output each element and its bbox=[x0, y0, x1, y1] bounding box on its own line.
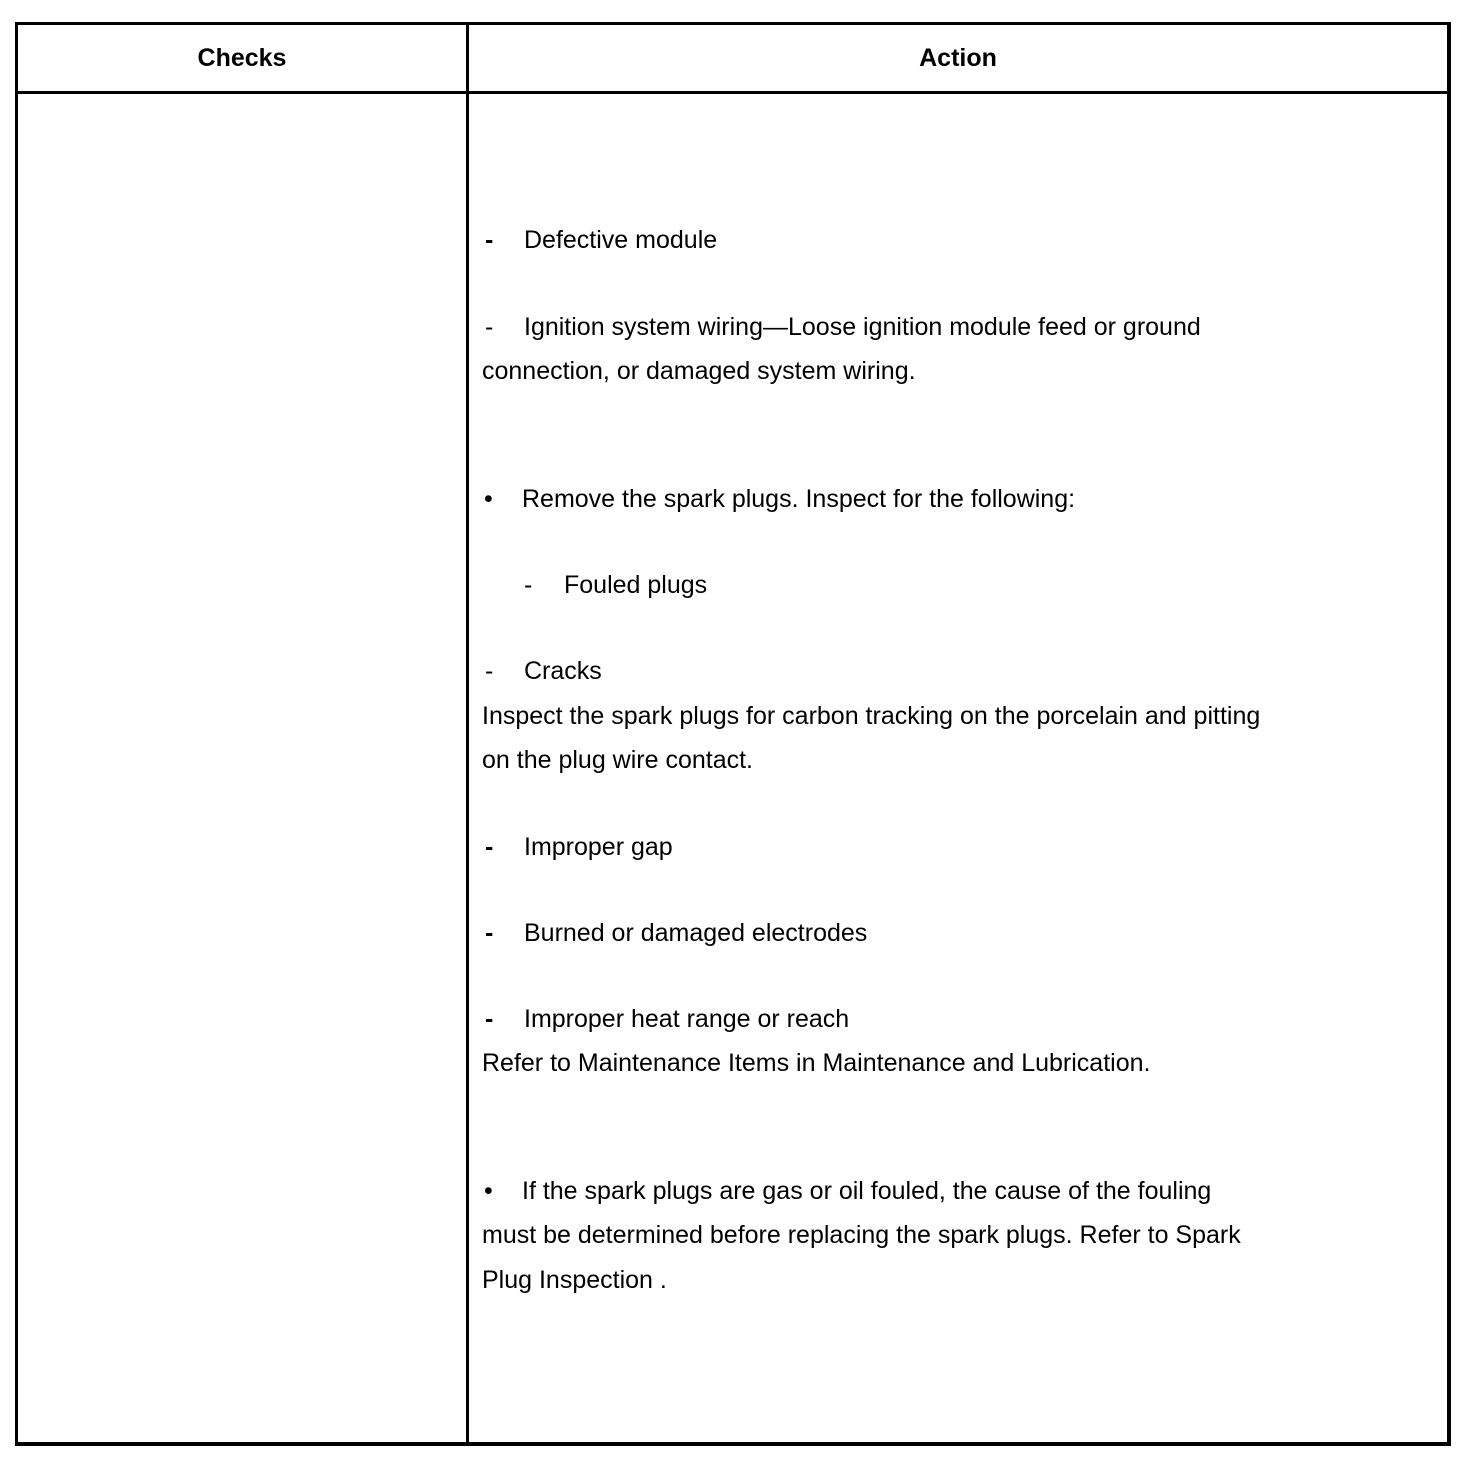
item-heat-range: Improper heat range or reach bbox=[524, 1005, 850, 1033]
item-fouled-cause-line3: Plug Inspection . bbox=[482, 1266, 667, 1294]
dash-marker: - bbox=[485, 1005, 494, 1033]
item-cracks: Cracks bbox=[524, 657, 602, 685]
item-inspect-line2: on the plug wire contact. bbox=[482, 746, 753, 774]
dash-marker: - bbox=[485, 919, 494, 947]
item-fouled-cause-line2: must be determined before replacing the spark plugs. Refer to Spark bbox=[482, 1221, 1241, 1249]
item-inspect-line1: Inspect the spark plugs for carbon tracking on the porcelain and pitting bbox=[482, 702, 1261, 730]
dash-marker: - bbox=[485, 657, 494, 685]
item-ignition-wiring-line2: connection, or damaged system wiring. bbox=[482, 357, 916, 385]
dash-marker: - bbox=[485, 833, 494, 861]
bullet-marker: • bbox=[484, 1177, 493, 1205]
item-fouled-plugs: Fouled plugs bbox=[564, 571, 708, 599]
item-fouled-cause-line1: If the spark plugs are gas or oil fouled, the cause of the fouling bbox=[522, 1177, 1212, 1205]
item-improper-gap: Improper gap bbox=[524, 833, 673, 861]
dash-marker: - bbox=[524, 571, 533, 599]
item-burned-electrodes: Burned or damaged electrodes bbox=[524, 919, 868, 947]
dash-marker: - bbox=[485, 313, 494, 341]
dash-marker: - bbox=[485, 226, 494, 254]
item-refer-maintenance: Refer to Maintenance Items in Maintenance and Lubrication. bbox=[482, 1049, 1151, 1077]
bullet-marker: • bbox=[484, 485, 493, 513]
item-defective-module: Defective module bbox=[524, 226, 718, 254]
column-divider bbox=[466, 25, 469, 1442]
header-checks: Checks bbox=[197, 44, 287, 72]
item-remove-plugs: Remove the spark plugs. Inspect for the following: bbox=[522, 485, 1076, 513]
header-divider bbox=[18, 91, 1447, 94]
item-ignition-wiring-line1: Ignition system wiring—Loose ignition module feed or ground bbox=[524, 313, 1201, 341]
header-action: Action bbox=[919, 44, 997, 72]
